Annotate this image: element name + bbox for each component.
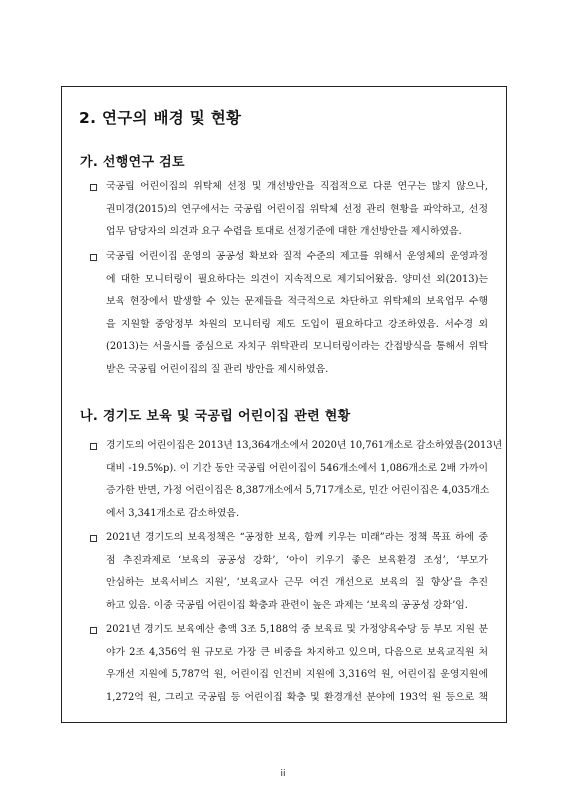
paragraph-line: 국공립 어린이집의 위탁체 선정 및 개선방안을 직접적으로 다룬 연구는 많지 않으나,: [106, 181, 488, 192]
paragraph-line: 야가 2조 4,356억 원 규모로 가장 큰 비중을 차지하고 있으며, 다음으로 보육교직원 처: [106, 647, 488, 658]
subsection-heading-b: 나. 경기도 보육 및 국공립 어린이집 관련 현황: [80, 409, 351, 424]
subsection-heading-a: 가. 선행연구 검토: [80, 155, 185, 170]
bullet-marker: [90, 184, 97, 191]
paragraph-line: 받은 국공립 어린이집의 질 관리 방안을 제시하였음.: [106, 364, 329, 375]
paragraph-line: 증가한 반면, 가정 어린이집은 8,387개소에서 5,717개소로, 민간 어린이집은 4,035개소: [106, 485, 490, 496]
paragraph-line: 권미경(2015)의 연구에서는 국공립 어린이집 위탁체 선정 관리 현황을 파악하고, 선정: [106, 204, 488, 215]
paragraph-line: 1,272억 원, 그리고 국공립 등 어린이집 확충 및 환경개선 분야에 193억 원 등으로 책: [106, 692, 488, 703]
paragraph-line: 우개선 지원에 5,787억 원, 어린이집 인건비 지원에 3,316억 원, 어린이집 운영지원에: [106, 669, 488, 680]
paragraph-line: 안심하는 보육서비스 지원’, ‘보육교사 근무 여건 개선으로 보육의 질 향상’을 추진: [106, 577, 488, 588]
paragraph-line: 업무 담당자의 의견과 요구 수렴을 토대로 선정기준에 대한 개선방안을 제시하였음.: [106, 226, 462, 237]
paragraph-line: 을 지원할 중앙정부 차원의 모니터링 제도 도입이 필요하다고 강조하였음. 서수경 외: [106, 319, 488, 330]
paragraph-line: 에서 3,341개소로 감소하였음.: [106, 508, 240, 519]
bullet-marker: [90, 443, 97, 450]
bullet-marker: [90, 627, 97, 634]
paragraph-line: (2013)는 서울시를 중심으로 자치구 위탁관리 모니터링이라는 간접방식을 통해서 위탁: [106, 341, 488, 352]
bullet-marker: [90, 535, 97, 542]
paragraph-line: 대비 -19.5%p). 이 기간 동안 국공립 어린이집이 546개소에서 1,086개소로 2배 가까이: [106, 463, 488, 474]
paragraph-line: 보육 현장에서 발생할 수 있는 문제들을 적극적으로 차단하고 위탁체의 보육업무 수행: [106, 296, 488, 307]
paragraph-line: 2021년 경기도 보육예산 총액 3조 5,188억 중 보육료 및 가정양육수당 등 부모 지원 분: [106, 624, 488, 635]
page-number: ii: [280, 769, 286, 779]
paragraph-line: 하고 있음. 이중 국공립 어린이집 확충과 관련이 높은 과제는 ‘보육의 공공성 강화’임.: [106, 600, 468, 611]
paragraph-line: 2021년 경기도의 보육정책은 “공정한 보육, 함께 키우는 미래”라는 정책 목표 하에 중: [106, 532, 488, 543]
bullet-marker: [90, 254, 97, 261]
paragraph-line: 에 대한 모니터링이 필요하다는 의견이 지속적으로 제기되어왔음. 양미선 외(2013)는: [106, 274, 488, 285]
paragraph-line: 경기도의 어린이집은 2013년 13,364개소에서 2020년 10,761개소로 감소하였음(2013년: [106, 440, 503, 451]
paragraph-line: 국공립 어린이집 운영의 공공성 확보와 질적 수준의 제고를 위해서 운영체의 운영과정: [106, 251, 488, 262]
paragraph-line: 점 추진과제로 ‘보육의 공공성 강화’, ‘아이 키우기 좋은 보육환경 조성’, ‘부모가: [106, 555, 488, 566]
section-heading: 2. 연구의 배경 및 현황: [79, 109, 242, 127]
